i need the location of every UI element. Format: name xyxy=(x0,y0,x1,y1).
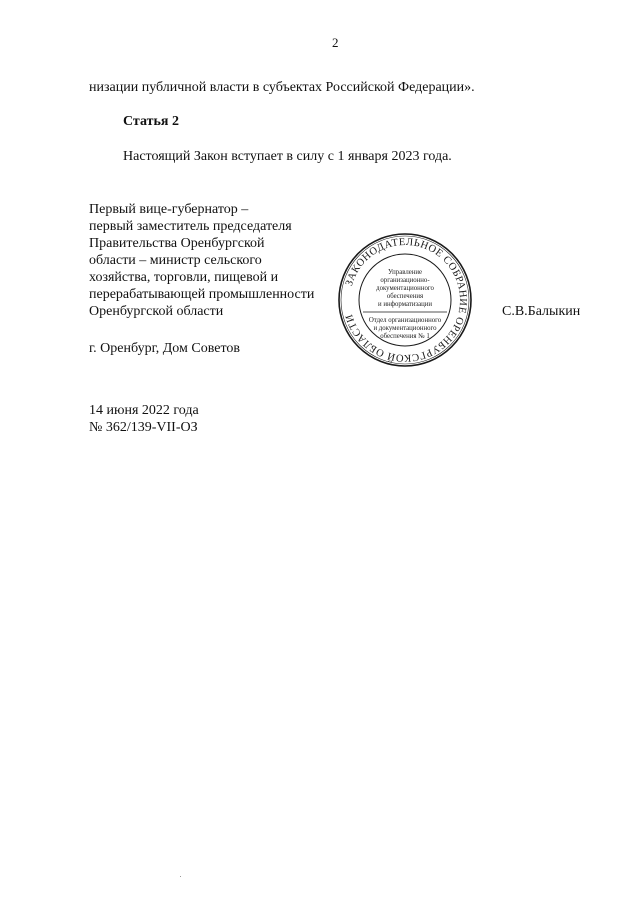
signer-position-line: хозяйства, торговли, пищевой и xyxy=(89,270,279,285)
signer-position xyxy=(89,201,314,320)
seal-inner-line: и документационного xyxy=(373,325,437,332)
seal-inner-line: обеспечения № 1 xyxy=(380,333,430,340)
scan-speck xyxy=(180,876,181,877)
date-number-block xyxy=(89,402,199,436)
article-body: Настоящий Закон вступает в силу с 1 января 2023 года. xyxy=(123,149,452,164)
signer-position-line: Первый вице-губернатор – xyxy=(89,202,249,217)
seal-inner-line: обеспечения xyxy=(386,293,424,300)
page-number: 2 xyxy=(332,35,339,50)
law-number: № 362/139-VII-ОЗ xyxy=(89,420,198,435)
signing-place: г. Оренбург, Дом Советов xyxy=(89,341,240,356)
signer-position-line: Правительства Оренбургской xyxy=(89,236,265,251)
article-title: Статья 2 xyxy=(123,114,179,129)
seal-inner-line: документационного xyxy=(376,285,434,292)
signer-position-line: перерабатывающей промышленности xyxy=(89,287,315,302)
official-seal xyxy=(337,232,473,368)
seal-graphic xyxy=(337,232,473,368)
signer-position-line: Оренбургской области xyxy=(89,304,224,319)
seal-ring-text: ЗАКОНОДАТЕЛЬНОЕ СОБРАНИЕ ОРЕНБУРГСКОЙ ОБЛАСТИ xyxy=(343,236,469,364)
signing-date: 14 июня 2022 года xyxy=(89,403,199,418)
signer-name: С.В.Балыкин xyxy=(502,304,581,319)
seal-inner-line: Управление xyxy=(387,269,423,276)
signer-position-line: области – министр сельского xyxy=(89,253,262,268)
seal-inner-line: Отдел организационного xyxy=(368,317,442,324)
signer-position-line: первый заместитель председателя xyxy=(89,219,292,234)
seal-inner-line: и информатизации xyxy=(377,301,433,308)
continuation-paragraph: низации публичной власти в субъектах Российской Федерации». xyxy=(89,80,475,95)
seal-inner-line: организационно- xyxy=(380,277,430,284)
